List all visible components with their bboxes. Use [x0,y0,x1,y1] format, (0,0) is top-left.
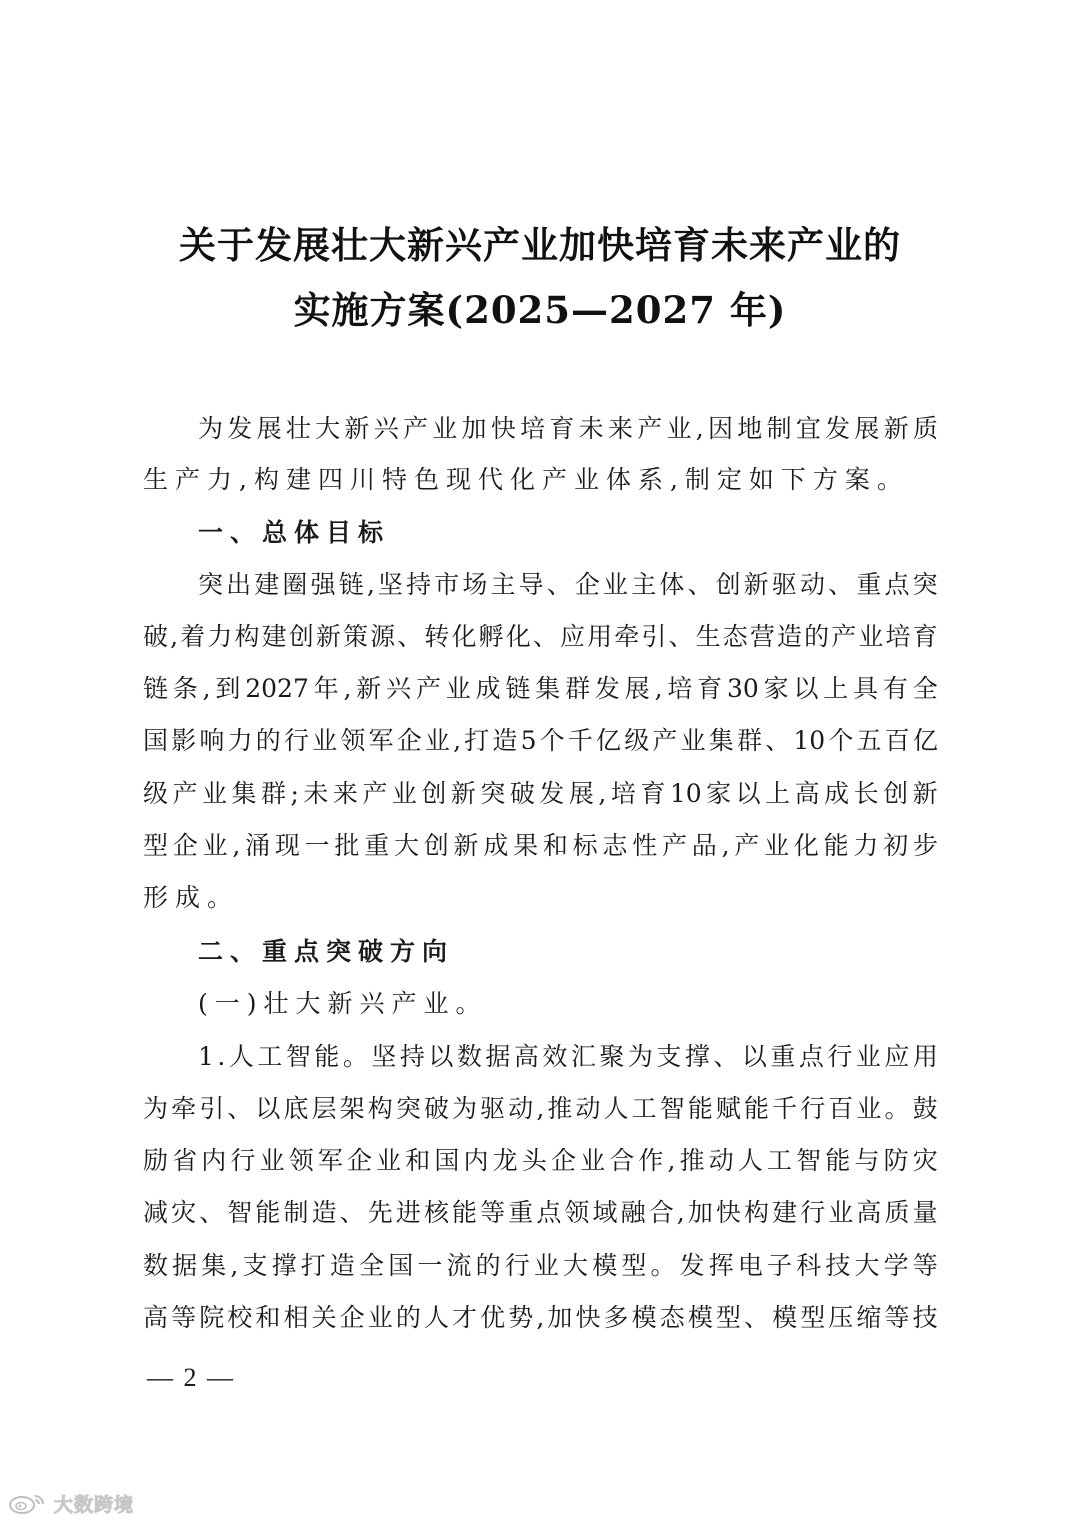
watermark-text: 大数跨境 [54,1493,135,1516]
document-title-line-2: 实施方案(2025—2027 年) [293,288,787,332]
paragraph-first-line: 突 出 建 圈 强 链 , 坚 持 市 场 主 导 、 企 业 主 体 、 创 新 驱 动 、 重 点 突 [198,570,938,599]
paragraph-first-line: (一)壮大新兴产业。 [198,989,488,1018]
section-heading: 一、总体目标 [198,518,391,547]
paragraph-line: 形成。 [143,883,240,912]
watermark [8,1488,134,1518]
paragraph-line: 为 牵 引 、 以 底 层 架 构 突 破 为 驱 动 , 推 动 人 工 智 能 赋 能 千 行 百 业 。 鼓 [143,1094,938,1123]
paragraph-line: 数 据 集 , 支 撑 打 造 全 国 一 流 的 行 业 大 模 型 。 发 挥 电 子 科 技 大 学 等 [143,1251,938,1280]
paragraph-line: 励 省 内 行 业 领 军 企 业 和 国 内 龙 头 企 业 合 作 , 推 动 人 工 智 能 与 防 灾 [143,1146,938,1175]
section-heading: 二、重点突破方向 [198,937,455,966]
document-title-line-1: 关于发展壮大新兴产业加快培育未来产业的 [179,223,901,267]
paragraph-line: 型 企 业 , 涌 现 一 批 重 大 创 新 成 果 和 标 志 性 产 品 , 产 业 化 能 力 初 步 [143,831,938,860]
paragraph-line: 生产力,构建四川特色现代化产业体系,制定如下方案。 [143,465,909,494]
paragraph-line: 破 , 着 力 构 建 创 新 策 源 、 转 化 孵 化 、 应 用 牵 引 、 生 态 营 造 的 产 业 培 育 [143,622,938,651]
paragraph-line: 级 产 业 集 群 ; 未 来 产 业 创 新 突 破 发 展 , 培 育 10 家 以 上 高 成 长 创 新 [143,779,938,808]
paragraph-line: 链 条 , 到 2027 年 , 新 兴 产 业 成 链 集 群 发 展 , 培 育 30 家 以 上 具 有 全 [143,674,938,703]
weibo-logo-icon [8,1490,48,1516]
paragraph-first-line: 为 发 展 壮 大 新 兴 产 业 加 快 培 育 未 来 产 业 , 因 地 制 宜 发 展 新 质 [198,414,938,443]
paragraph-line: 高 等 院 校 和 相 关 企 业 的 人 才 优 势 , 加 快 多 模 态 模 型 、 模 型 压 缩 等 技 [143,1303,938,1332]
page-number: — 2 — [147,1363,235,1392]
paragraph-first-line: 1 . 人 工 智 能 。 坚 持 以 数 据 高 效 汇 聚 为 支 撑 、 以 重 点 行 业 应 用 [198,1042,938,1071]
document-body [143,0,943,1360]
paragraph-line: 国 影 响 力 的 行 业 领 军 企 业 , 打 造 5 个 千 亿 级 产 业 集 群 、 10 个 五 百 亿 [143,726,938,755]
paragraph-line: 减 灾 、 智 能 制 造 、 先 进 核 能 等 重 点 领 域 融 合 , 加 快 构 建 行 业 高 质 量 [143,1198,938,1227]
